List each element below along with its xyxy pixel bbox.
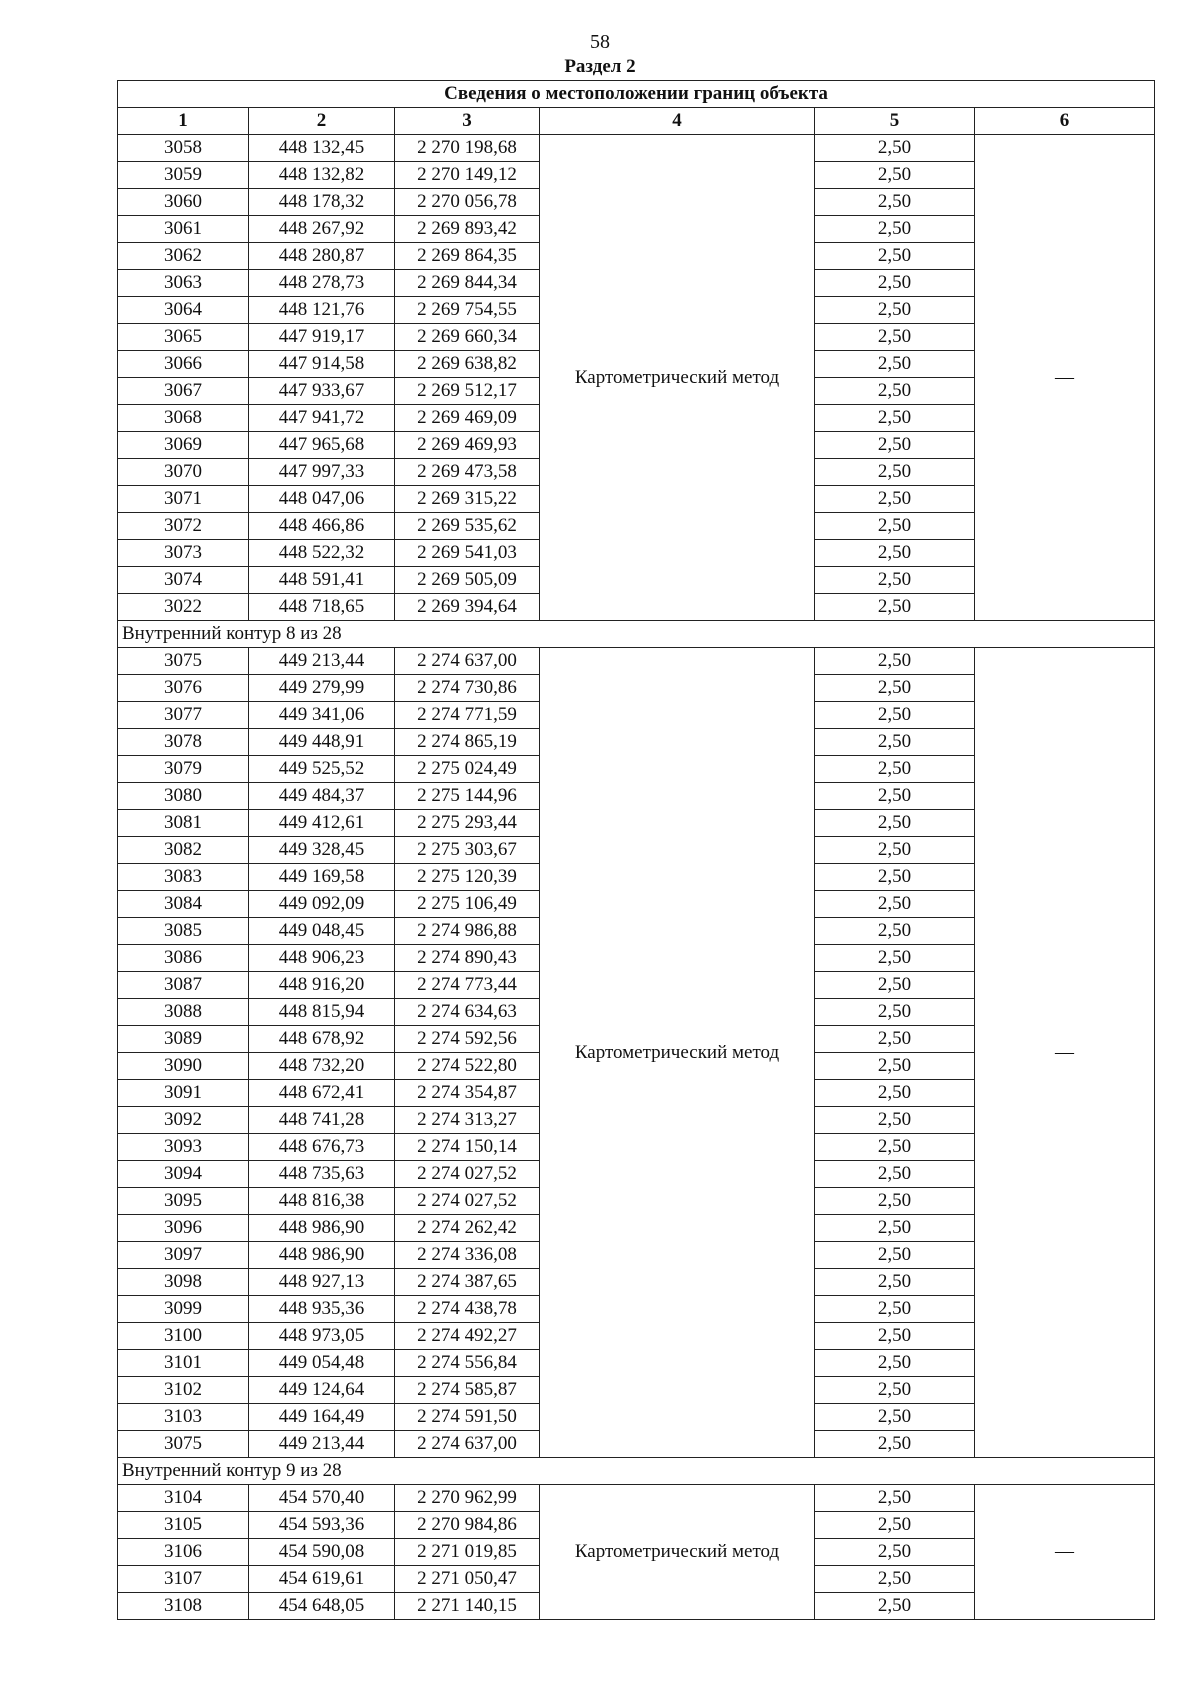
x-coordinate-cell: 449 124,64 [249, 1377, 395, 1404]
point-number-cell: 3081 [118, 810, 249, 837]
accuracy-cell: 2,50 [815, 1188, 975, 1215]
accuracy-cell: 2,50 [815, 810, 975, 837]
accuracy-cell: 2,50 [815, 1161, 975, 1188]
table-row [118, 135, 1155, 162]
x-coordinate-cell: 447 919,17 [249, 324, 395, 351]
y-coordinate-cell: 2 274 313,27 [395, 1107, 540, 1134]
accuracy-cell: 2,50 [815, 567, 975, 594]
y-coordinate-cell: 2 269 469,93 [395, 432, 540, 459]
accuracy-cell: 2,50 [815, 594, 975, 621]
accuracy-cell: 2,50 [815, 270, 975, 297]
y-coordinate-cell: 2 274 585,87 [395, 1377, 540, 1404]
x-coordinate-cell: 447 914,58 [249, 351, 395, 378]
accuracy-cell: 2,50 [815, 1134, 975, 1161]
accuracy-cell: 2,50 [815, 378, 975, 405]
y-coordinate-cell: 2 274 592,56 [395, 1026, 540, 1053]
y-coordinate-cell: 2 275 120,39 [395, 864, 540, 891]
y-coordinate-cell: 2 271 019,85 [395, 1539, 540, 1566]
x-coordinate-cell: 449 412,61 [249, 810, 395, 837]
accuracy-cell: 2,50 [815, 1269, 975, 1296]
point-number-cell: 3103 [118, 1404, 249, 1431]
y-coordinate-cell: 2 275 144,96 [395, 783, 540, 810]
x-coordinate-cell: 449 213,44 [249, 1431, 395, 1458]
section-title: Раздел 2 [564, 56, 636, 77]
accuracy-cell: 2,50 [815, 945, 975, 972]
accuracy-cell: 2,50 [815, 1512, 975, 1539]
accuracy-cell: 2,50 [815, 1107, 975, 1134]
accuracy-cell: 2,50 [815, 486, 975, 513]
accuracy-cell: 2,50 [815, 1404, 975, 1431]
point-number-cell: 3080 [118, 783, 249, 810]
y-coordinate-cell: 2 270 962,99 [395, 1485, 540, 1512]
point-number-cell: 3066 [118, 351, 249, 378]
point-number-cell: 3064 [118, 297, 249, 324]
x-coordinate-cell: 454 593,36 [249, 1512, 395, 1539]
point-number-cell: 3067 [118, 378, 249, 405]
x-coordinate-cell: 448 815,94 [249, 999, 395, 1026]
point-number-cell: 3099 [118, 1296, 249, 1323]
accuracy-cell: 2,50 [815, 135, 975, 162]
point-number-cell: 3097 [118, 1242, 249, 1269]
accuracy-cell: 2,50 [815, 1539, 975, 1566]
y-coordinate-cell: 2 274 986,88 [395, 918, 540, 945]
y-coordinate-cell: 2 274 773,44 [395, 972, 540, 999]
accuracy-cell: 2,50 [815, 162, 975, 189]
point-number-cell: 3078 [118, 729, 249, 756]
y-coordinate-cell: 2 274 637,00 [395, 1431, 540, 1458]
point-number-cell: 3096 [118, 1215, 249, 1242]
y-coordinate-cell: 2 269 469,09 [395, 405, 540, 432]
accuracy-cell: 2,50 [815, 918, 975, 945]
x-coordinate-cell: 448 522,32 [249, 540, 395, 567]
point-number-cell: 3061 [118, 216, 249, 243]
y-coordinate-cell: 2 274 634,63 [395, 999, 540, 1026]
x-coordinate-cell: 448 280,87 [249, 243, 395, 270]
point-number-cell: 3069 [118, 432, 249, 459]
y-coordinate-cell: 2 269 541,03 [395, 540, 540, 567]
point-number-cell: 3071 [118, 486, 249, 513]
point-number-cell: 3060 [118, 189, 249, 216]
point-number-cell: 3087 [118, 972, 249, 999]
dash-cell: — [975, 1485, 1155, 1620]
x-coordinate-cell: 448 986,90 [249, 1242, 395, 1269]
x-coordinate-cell: 449 054,48 [249, 1350, 395, 1377]
point-number-cell: 3065 [118, 324, 249, 351]
x-coordinate-cell: 449 328,45 [249, 837, 395, 864]
point-number-cell: 3088 [118, 999, 249, 1026]
y-coordinate-cell: 2 274 262,42 [395, 1215, 540, 1242]
accuracy-cell: 2,50 [815, 972, 975, 999]
point-number-cell: 3082 [118, 837, 249, 864]
y-coordinate-cell: 2 274 387,65 [395, 1269, 540, 1296]
table-body [118, 135, 1155, 1620]
x-coordinate-cell: 454 619,61 [249, 1566, 395, 1593]
point-number-cell: 3072 [118, 513, 249, 540]
x-coordinate-cell: 448 132,45 [249, 135, 395, 162]
point-number-cell: 3100 [118, 1323, 249, 1350]
x-coordinate-cell: 448 132,82 [249, 162, 395, 189]
point-number-cell: 3108 [118, 1593, 249, 1620]
point-number-cell: 3086 [118, 945, 249, 972]
x-coordinate-cell: 448 927,13 [249, 1269, 395, 1296]
table-row [118, 648, 1155, 675]
accuracy-cell: 2,50 [815, 1350, 975, 1377]
point-number-cell: 3063 [118, 270, 249, 297]
point-number-cell: 3073 [118, 540, 249, 567]
x-coordinate-cell: 448 741,28 [249, 1107, 395, 1134]
x-coordinate-cell: 448 973,05 [249, 1323, 395, 1350]
point-number-cell: 3089 [118, 1026, 249, 1053]
accuracy-cell: 2,50 [815, 243, 975, 270]
point-number-cell: 3102 [118, 1377, 249, 1404]
accuracy-cell: 2,50 [815, 432, 975, 459]
point-number-cell: 3076 [118, 675, 249, 702]
contour-header-row [118, 1458, 1155, 1485]
accuracy-cell: 2,50 [815, 1377, 975, 1404]
accuracy-cell: 2,50 [815, 756, 975, 783]
y-coordinate-cell: 2 274 730,86 [395, 675, 540, 702]
x-coordinate-cell: 449 164,49 [249, 1404, 395, 1431]
accuracy-cell: 2,50 [815, 729, 975, 756]
table-row [118, 1485, 1155, 1512]
point-number-cell: 3101 [118, 1350, 249, 1377]
x-coordinate-cell: 448 672,41 [249, 1080, 395, 1107]
y-coordinate-cell: 2 269 505,09 [395, 567, 540, 594]
y-coordinate-cell: 2 269 844,34 [395, 270, 540, 297]
y-coordinate-cell: 2 269 754,55 [395, 297, 540, 324]
y-coordinate-cell: 2 269 535,62 [395, 513, 540, 540]
y-coordinate-cell: 2 269 638,82 [395, 351, 540, 378]
accuracy-cell: 2,50 [815, 405, 975, 432]
page-number: 58 [590, 31, 610, 53]
x-coordinate-cell: 448 466,86 [249, 513, 395, 540]
y-coordinate-cell: 2 274 438,78 [395, 1296, 540, 1323]
method-cell: Картометрический метод [540, 1485, 815, 1620]
accuracy-cell: 2,50 [815, 540, 975, 567]
point-number-cell: 3085 [118, 918, 249, 945]
point-number-cell: 3059 [118, 162, 249, 189]
column-number-6: 6 [975, 108, 1155, 135]
x-coordinate-cell: 449 092,09 [249, 891, 395, 918]
point-number-cell: 3074 [118, 567, 249, 594]
y-coordinate-cell: 2 269 315,22 [395, 486, 540, 513]
y-coordinate-cell: 2 274 556,84 [395, 1350, 540, 1377]
x-coordinate-cell: 447 933,67 [249, 378, 395, 405]
y-coordinate-cell: 2 274 637,00 [395, 648, 540, 675]
table-caption: Сведения о местоположении границ объекта [118, 81, 1155, 108]
x-coordinate-cell: 448 047,06 [249, 486, 395, 513]
y-coordinate-cell: 2 274 150,14 [395, 1134, 540, 1161]
x-coordinate-cell: 448 986,90 [249, 1215, 395, 1242]
accuracy-cell: 2,50 [815, 459, 975, 486]
accuracy-cell: 2,50 [815, 1242, 975, 1269]
x-coordinate-cell: 448 591,41 [249, 567, 395, 594]
point-number-cell: 3107 [118, 1566, 249, 1593]
accuracy-cell: 2,50 [815, 675, 975, 702]
point-number-cell: 3068 [118, 405, 249, 432]
y-coordinate-cell: 2 275 293,44 [395, 810, 540, 837]
accuracy-cell: 2,50 [815, 702, 975, 729]
point-number-cell: 3083 [118, 864, 249, 891]
y-coordinate-cell: 2 269 394,64 [395, 594, 540, 621]
contour-label: Внутренний контур 8 из 28 [118, 621, 1155, 648]
point-number-cell: 3092 [118, 1107, 249, 1134]
x-coordinate-cell: 449 213,44 [249, 648, 395, 675]
x-coordinate-cell: 447 941,72 [249, 405, 395, 432]
dash-cell: — [975, 648, 1155, 1458]
x-coordinate-cell: 449 525,52 [249, 756, 395, 783]
y-coordinate-cell: 2 274 336,08 [395, 1242, 540, 1269]
point-number-cell: 3084 [118, 891, 249, 918]
accuracy-cell: 2,50 [815, 1593, 975, 1620]
accuracy-cell: 2,50 [815, 216, 975, 243]
accuracy-cell: 2,50 [815, 1485, 975, 1512]
y-coordinate-cell: 2 274 027,52 [395, 1161, 540, 1188]
y-coordinate-cell: 2 274 771,59 [395, 702, 540, 729]
table-caption-row [118, 81, 1155, 108]
point-number-cell: 3070 [118, 459, 249, 486]
point-number-cell: 3093 [118, 1134, 249, 1161]
x-coordinate-cell: 448 678,92 [249, 1026, 395, 1053]
accuracy-cell: 2,50 [815, 1026, 975, 1053]
accuracy-cell: 2,50 [815, 1323, 975, 1350]
x-coordinate-cell: 448 278,73 [249, 270, 395, 297]
accuracy-cell: 2,50 [815, 324, 975, 351]
dash-cell: — [975, 135, 1155, 621]
column-number-3: 3 [395, 108, 540, 135]
point-number-cell: 3105 [118, 1512, 249, 1539]
x-coordinate-cell: 448 732,20 [249, 1053, 395, 1080]
y-coordinate-cell: 2 275 024,49 [395, 756, 540, 783]
point-number-cell: 3098 [118, 1269, 249, 1296]
x-coordinate-cell: 449 048,45 [249, 918, 395, 945]
x-coordinate-cell: 447 965,68 [249, 432, 395, 459]
column-number-row [118, 108, 1155, 135]
accuracy-cell: 2,50 [815, 1080, 975, 1107]
y-coordinate-cell: 2 271 050,47 [395, 1566, 540, 1593]
column-number-2: 2 [249, 108, 395, 135]
x-coordinate-cell: 449 341,06 [249, 702, 395, 729]
accuracy-cell: 2,50 [815, 891, 975, 918]
y-coordinate-cell: 2 269 473,58 [395, 459, 540, 486]
x-coordinate-cell: 448 906,23 [249, 945, 395, 972]
point-number-cell: 3090 [118, 1053, 249, 1080]
boundary-coordinates-table [117, 80, 1155, 1620]
point-number-cell: 3075 [118, 1431, 249, 1458]
point-number-cell: 3095 [118, 1188, 249, 1215]
x-coordinate-cell: 454 590,08 [249, 1539, 395, 1566]
x-coordinate-cell: 448 178,32 [249, 189, 395, 216]
y-coordinate-cell: 2 274 354,87 [395, 1080, 540, 1107]
x-coordinate-cell: 449 448,91 [249, 729, 395, 756]
y-coordinate-cell: 2 270 056,78 [395, 189, 540, 216]
accuracy-cell: 2,50 [815, 648, 975, 675]
accuracy-cell: 2,50 [815, 783, 975, 810]
point-number-cell: 3058 [118, 135, 249, 162]
accuracy-cell: 2,50 [815, 1053, 975, 1080]
column-number-4: 4 [540, 108, 815, 135]
y-coordinate-cell: 2 274 865,19 [395, 729, 540, 756]
x-coordinate-cell: 448 718,65 [249, 594, 395, 621]
y-coordinate-cell: 2 269 864,35 [395, 243, 540, 270]
y-coordinate-cell: 2 270 984,86 [395, 1512, 540, 1539]
contour-header-row [118, 621, 1155, 648]
accuracy-cell: 2,50 [815, 1431, 975, 1458]
point-number-cell: 3062 [118, 243, 249, 270]
x-coordinate-cell: 448 121,76 [249, 297, 395, 324]
accuracy-cell: 2,50 [815, 351, 975, 378]
point-number-cell: 3079 [118, 756, 249, 783]
point-number-cell: 3077 [118, 702, 249, 729]
x-coordinate-cell: 454 648,05 [249, 1593, 395, 1620]
accuracy-cell: 2,50 [815, 864, 975, 891]
accuracy-cell: 2,50 [815, 1296, 975, 1323]
x-coordinate-cell: 449 279,99 [249, 675, 395, 702]
point-number-cell: 3106 [118, 1539, 249, 1566]
accuracy-cell: 2,50 [815, 513, 975, 540]
y-coordinate-cell: 2 274 492,27 [395, 1323, 540, 1350]
y-coordinate-cell: 2 269 512,17 [395, 378, 540, 405]
y-coordinate-cell: 2 269 660,34 [395, 324, 540, 351]
accuracy-cell: 2,50 [815, 999, 975, 1026]
y-coordinate-cell: 2 274 890,43 [395, 945, 540, 972]
accuracy-cell: 2,50 [815, 1566, 975, 1593]
accuracy-cell: 2,50 [815, 189, 975, 216]
x-coordinate-cell: 448 676,73 [249, 1134, 395, 1161]
contour-label: Внутренний контур 9 из 28 [118, 1458, 1155, 1485]
accuracy-cell: 2,50 [815, 1215, 975, 1242]
x-coordinate-cell: 449 484,37 [249, 783, 395, 810]
y-coordinate-cell: 2 269 893,42 [395, 216, 540, 243]
accuracy-cell: 2,50 [815, 837, 975, 864]
x-coordinate-cell: 454 570,40 [249, 1485, 395, 1512]
method-cell: Картометрический метод [540, 135, 815, 621]
point-number-cell: 3094 [118, 1161, 249, 1188]
x-coordinate-cell: 448 816,38 [249, 1188, 395, 1215]
y-coordinate-cell: 2 271 140,15 [395, 1593, 540, 1620]
point-number-cell: 3104 [118, 1485, 249, 1512]
column-number-1: 1 [118, 108, 249, 135]
column-number-5: 5 [815, 108, 975, 135]
y-coordinate-cell: 2 275 106,49 [395, 891, 540, 918]
y-coordinate-cell: 2 274 522,80 [395, 1053, 540, 1080]
method-cell: Картометрический метод [540, 648, 815, 1458]
point-number-cell: 3091 [118, 1080, 249, 1107]
point-number-cell: 3075 [118, 648, 249, 675]
y-coordinate-cell: 2 275 303,67 [395, 837, 540, 864]
point-number-cell: 3022 [118, 594, 249, 621]
accuracy-cell: 2,50 [815, 297, 975, 324]
y-coordinate-cell: 2 274 591,50 [395, 1404, 540, 1431]
y-coordinate-cell: 2 270 149,12 [395, 162, 540, 189]
x-coordinate-cell: 447 997,33 [249, 459, 395, 486]
x-coordinate-cell: 448 935,36 [249, 1296, 395, 1323]
x-coordinate-cell: 448 916,20 [249, 972, 395, 999]
x-coordinate-cell: 448 735,63 [249, 1161, 395, 1188]
y-coordinate-cell: 2 274 027,52 [395, 1188, 540, 1215]
x-coordinate-cell: 449 169,58 [249, 864, 395, 891]
y-coordinate-cell: 2 270 198,68 [395, 135, 540, 162]
x-coordinate-cell: 448 267,92 [249, 216, 395, 243]
